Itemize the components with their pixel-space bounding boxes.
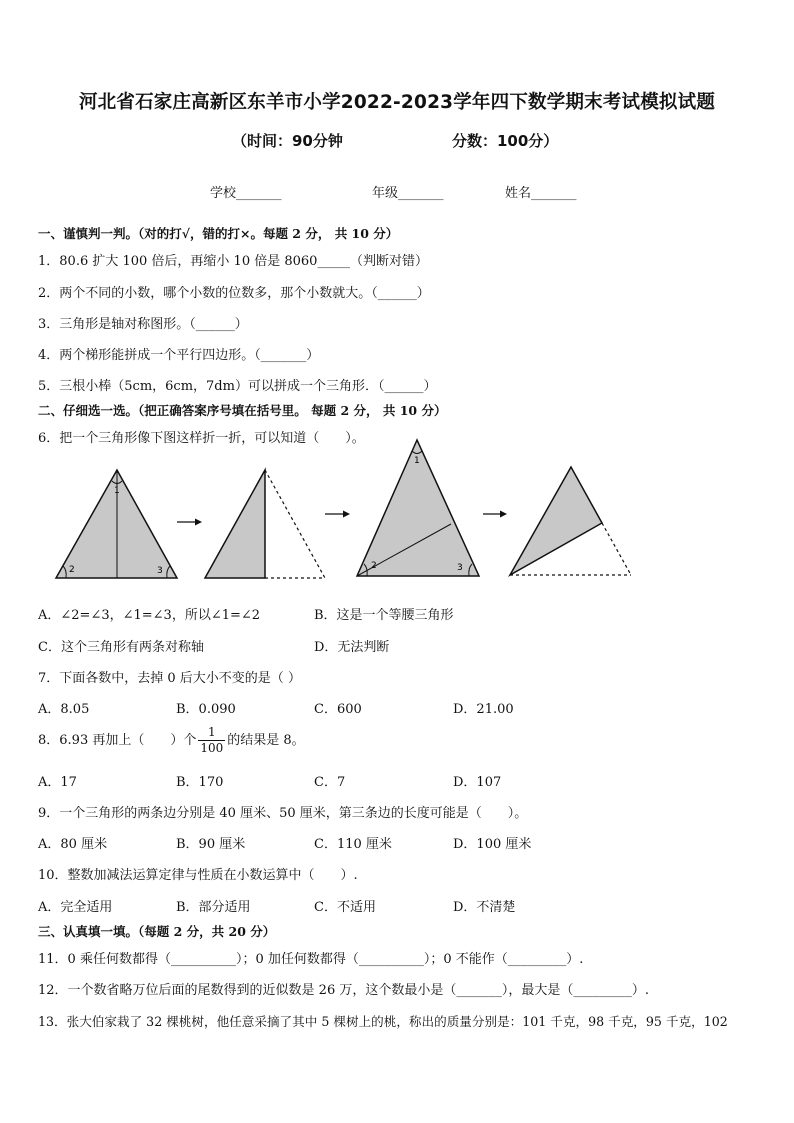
- arrow-1-icon: [177, 519, 202, 526]
- triangle-4-shape: [510, 467, 602, 575]
- label-angle-3b: 3: [457, 563, 463, 573]
- page-title: 河北省石家庄高新区东羊市小学2022-2023学年四下数学期末考试模拟试题: [78, 92, 716, 113]
- q6-option-b: B．这是一个等腰三角形: [314, 608, 454, 623]
- question-3: 3．三角形是轴对称图形。（______）: [38, 317, 248, 332]
- fraction-one-hundredth: [198, 725, 225, 756]
- q8-stem-end: 的结果是 8。: [227, 733, 305, 748]
- time-limit: （时间：90分钟: [232, 132, 343, 150]
- q9-option-c: C．110 厘米: [314, 837, 392, 852]
- label-angle-3: 3: [157, 566, 163, 576]
- q8-stem-start: 8．6.93 再加上（ ）个: [38, 733, 197, 748]
- q10-option-b: B．部分适用: [176, 900, 251, 915]
- q8-option-d: D．107: [453, 775, 502, 790]
- grade-field: 年级_______: [372, 186, 444, 201]
- q7-option-c: C．600: [314, 702, 362, 717]
- question-5: 5．三根小棒（5cm，6cm，7dm）可以拼成一个三角形．（______）: [38, 379, 437, 394]
- q7-option-b: B．0.090: [176, 702, 236, 717]
- school-field: 学校_______: [210, 186, 282, 201]
- triangle-2-dashed-edge: [265, 470, 325, 578]
- triangle-figure-2: [205, 470, 325, 578]
- question-7: 7．下面各数中，去掉 0 后大小不变的是（ ）: [38, 671, 301, 686]
- q10-option-d: D．不清楚: [453, 900, 516, 915]
- q7-option-a: A．8.05: [38, 702, 90, 717]
- total-score: 分数：100分）: [452, 132, 559, 150]
- q8-option-a: A．17: [38, 775, 77, 790]
- arrow-2-icon: [325, 511, 350, 518]
- question-8: [38, 724, 305, 758]
- q9-option-a: A．80 厘米: [38, 837, 108, 852]
- q9-option-d: D．100 厘米: [453, 837, 532, 852]
- question-12: 12．一个数省略万位后面的尾数得到的近似数是 26 万，这个数最小是（_______），最大是（_________）.: [38, 983, 649, 998]
- section-3-heading: 三、认真填一填。（每题 2 分，共 20 分）: [38, 924, 276, 939]
- triangle-4-dashed-edge: [602, 523, 631, 575]
- section-1-heading: 一、谨慎判一判。（对的打√，错的打×。每题 2 分， 共 10 分）: [38, 226, 399, 241]
- question-2: 2．两个不同的小数，哪个小数的位数多，那个小数就大。（______）: [38, 286, 430, 301]
- fraction-denominator: 100: [200, 741, 224, 755]
- q7-option-d: D．21.00: [453, 702, 514, 717]
- folding-triangle-figure: [0, 430, 794, 590]
- q8-option-c: C．7: [314, 775, 346, 790]
- label-angle-2b: 2: [371, 561, 377, 571]
- q6-option-d: D．无法判断: [314, 640, 390, 655]
- name-field: 姓名_______: [505, 186, 577, 201]
- label-angle-1b: 1: [414, 456, 420, 466]
- triangle-2-shape: [205, 470, 265, 578]
- question-6: 6．把一个三角形像下图这样折一折，可以知道（ ）。: [38, 431, 365, 446]
- triangle-figure-3: [357, 440, 479, 576]
- question-10: 10．整数加减法运算定律与性质在小数运算中（ ）.: [38, 868, 358, 883]
- question-11: 11．0 乘任何数都得（__________）；0 加任何数都得（__________）；0 不能作（_________）.: [38, 952, 584, 967]
- label-angle-1: 1: [114, 486, 120, 496]
- fraction-numerator: 1: [198, 725, 225, 741]
- section-2-heading: 二、仔细选一选。（把正确答案序号填在括号里。 每题 2 分， 共 10 分）: [38, 403, 447, 418]
- q9-option-b: B．90 厘米: [176, 837, 246, 852]
- question-1: 1．80.6 扩大 100 倍后，再缩小 10 倍是 8060_____（判断对错）: [38, 254, 428, 269]
- q8-option-b: B．170: [176, 775, 224, 790]
- label-angle-2: 2: [69, 565, 75, 575]
- question-13: 13．张大伯家栽了 32 棵桃树，他任意采摘了其中 5 棵树上的桃，称出的质量分别是：101 千克，98 千克，95 千克，102: [38, 1014, 728, 1029]
- arrow-3-icon: [483, 511, 507, 518]
- q10-option-a: A．完全适用: [38, 900, 113, 915]
- q6-option-a: A．∠2=∠3，∠1=∠3，所以∠1=∠2: [38, 608, 261, 623]
- q6-option-c: C．这个三角形有两条对称轴: [38, 640, 204, 655]
- q10-option-c: C．不适用: [314, 900, 376, 915]
- question-4: 4．两个梯形能拼成一个平行四边形。（_______）: [38, 348, 320, 363]
- question-9: 9．一个三角形的两条边分别是 40 厘米、50 厘米，第三条边的长度可能是（ ）。: [38, 806, 528, 821]
- triangle-figure-4: [510, 467, 631, 575]
- triangle-figure-1: [56, 470, 177, 578]
